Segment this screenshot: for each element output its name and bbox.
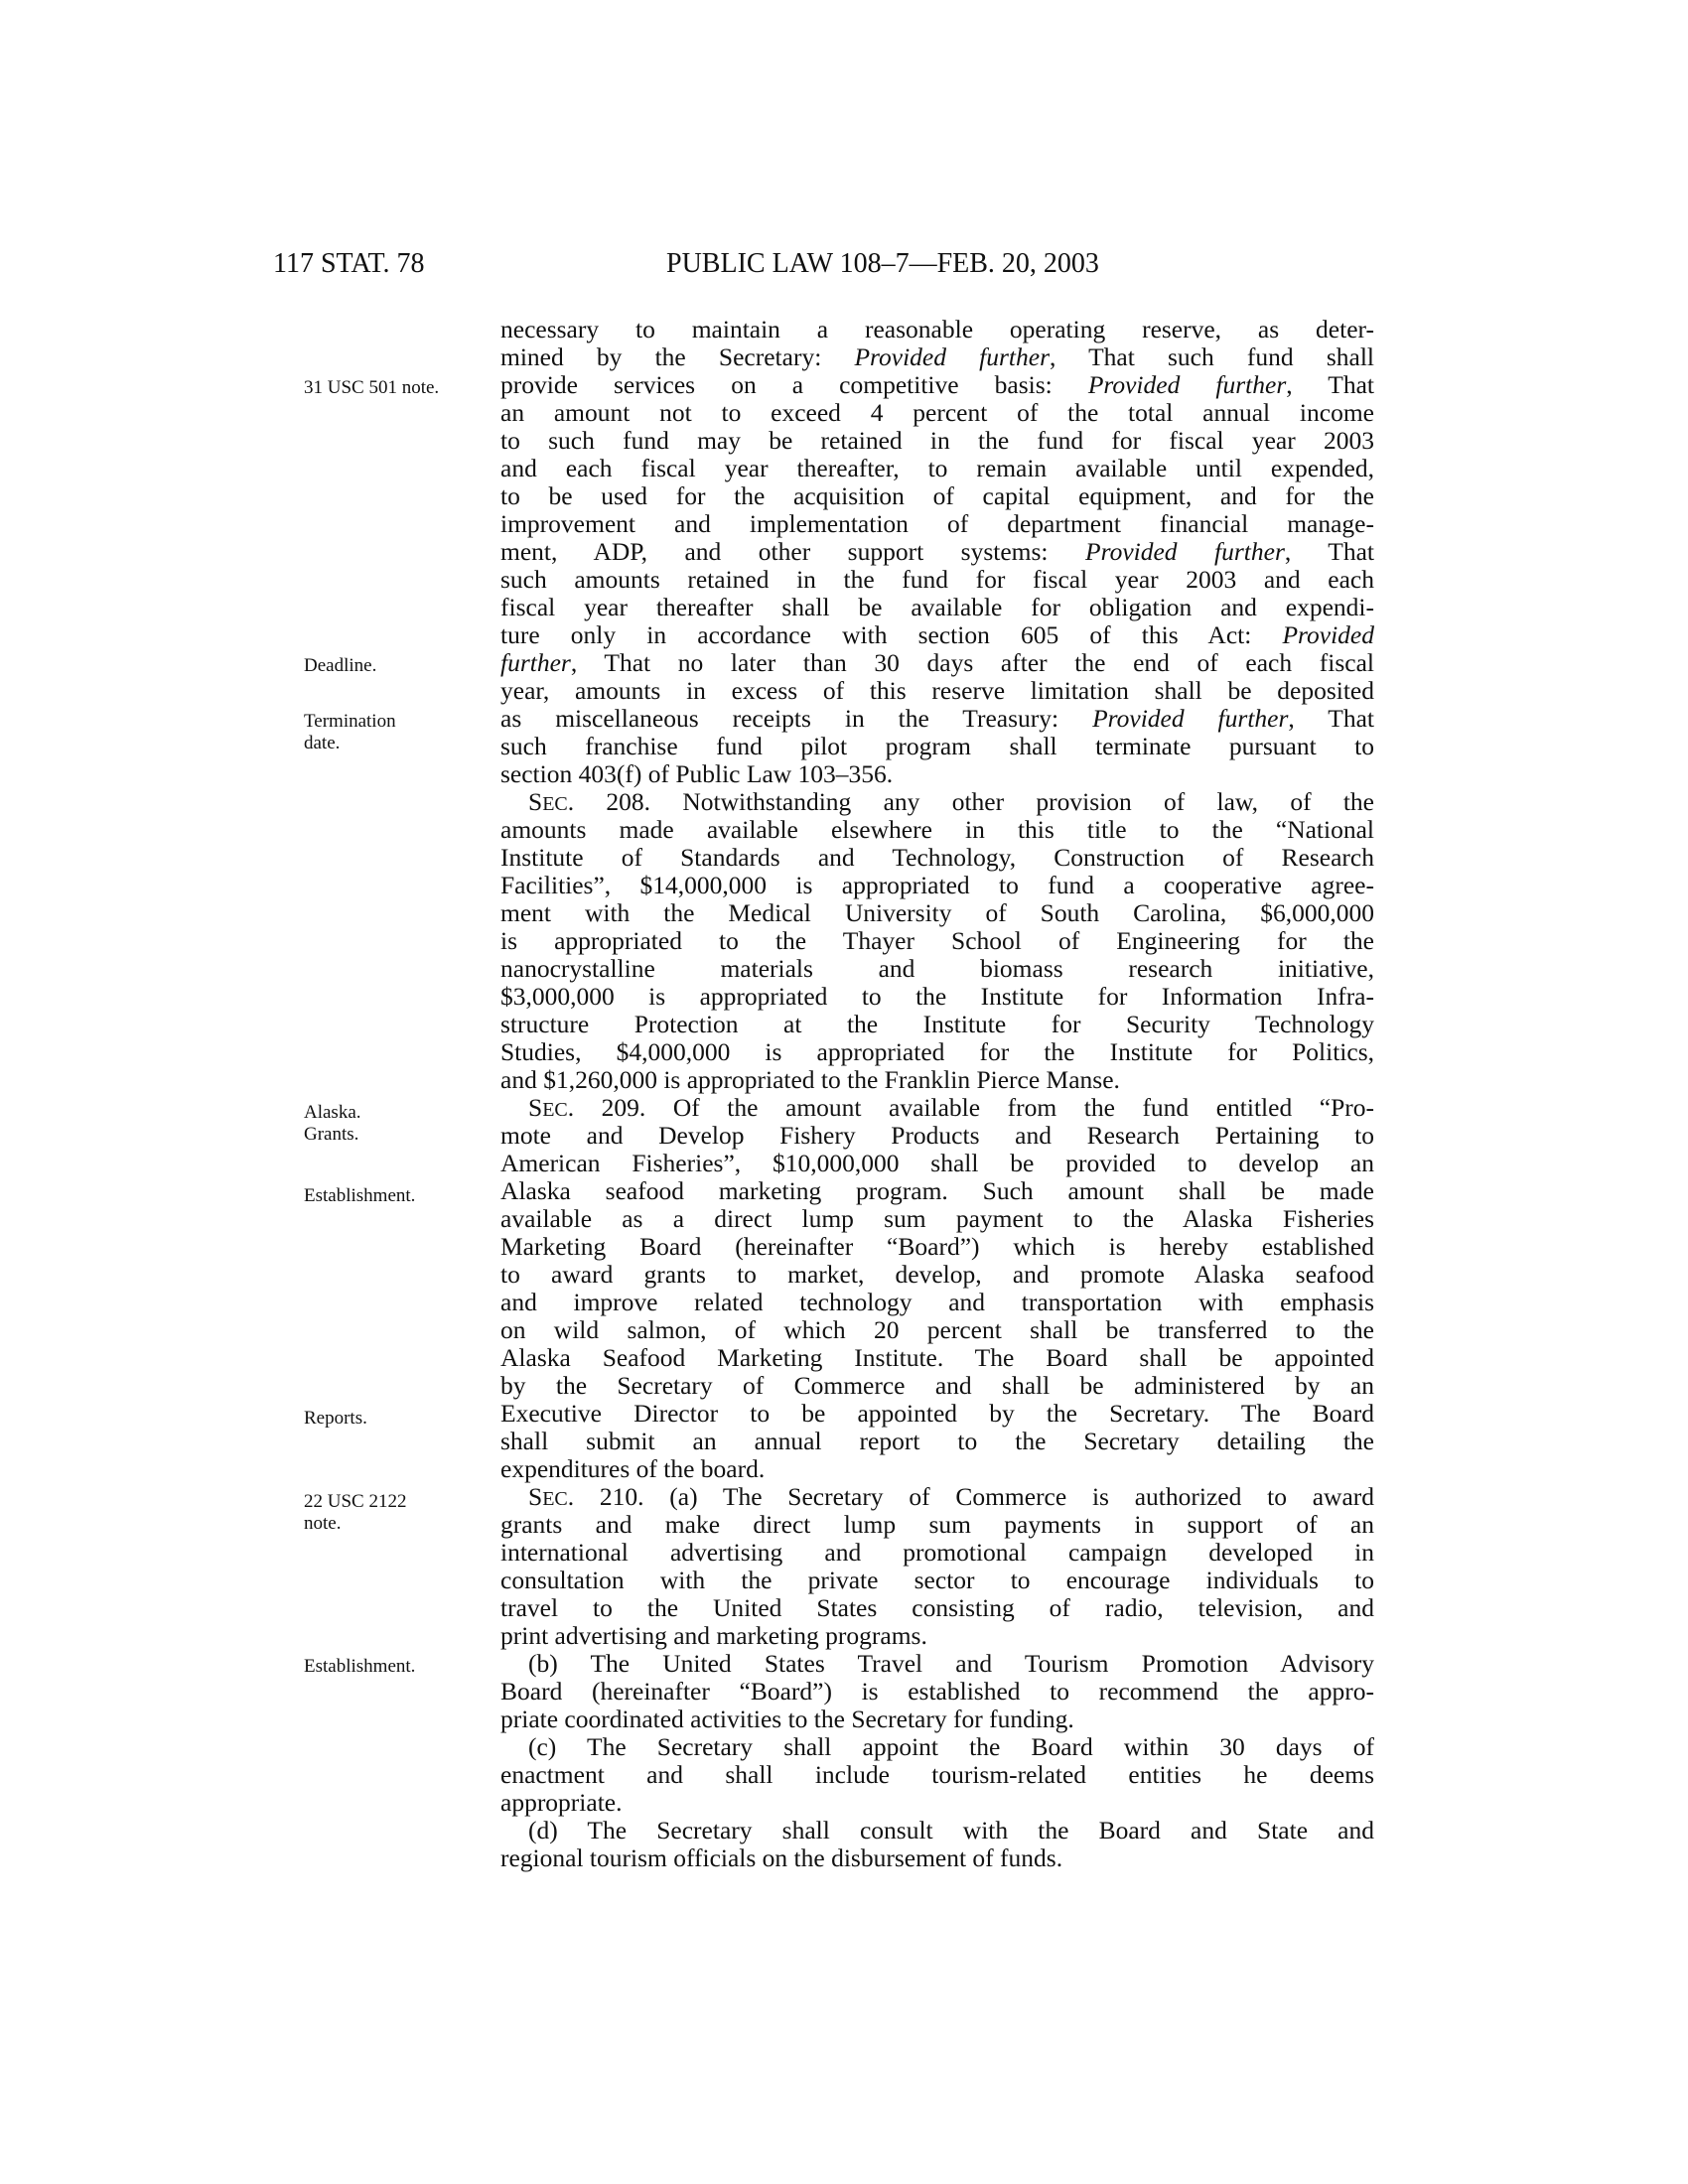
subsection-b: (b) The United States Travel and Tourism Promotion Advisory (528, 1649, 1374, 1678)
text-line: an amount not to exceed 4 percent of the total annual income (500, 398, 1374, 427)
text-line: expenditures of the board. (500, 1454, 766, 1483)
text-line: mined by the Secretary: Provided further, That such fund shall (500, 342, 1375, 371)
text-line: Board (hereinafter “Board”) is established to recommend the appro- (500, 1677, 1374, 1706)
text-line: provide services on a competitive basis: Provided further, That (500, 370, 1374, 399)
margin-note: Reports. (304, 1408, 367, 1429)
text-line: regional tourism officials on the disbursement of funds. (500, 1843, 1063, 1872)
subsection-c: (c) The Secretary shall appoint the Board within 30 days of (528, 1732, 1374, 1761)
text-line: further, That no later than 30 days after the end of each fiscal (500, 648, 1374, 677)
text-line: on wild salmon, of which 20 percent shall be transferred to the (500, 1315, 1374, 1344)
text-line: section 403(f) of Public Law 103–356. (500, 759, 894, 788)
text-line: Institute of Standards and Technology, Construction of Research (500, 843, 1374, 872)
text-line: and each fiscal year thereafter, to remain available until expended, (500, 454, 1374, 482)
text-line: Marketing Board (hereinafter “Board”) which is hereby established (500, 1232, 1374, 1261)
margin-note: Establishment. (304, 1656, 416, 1677)
text-line: to be used for the acquisition of capital equipment, and for the (500, 481, 1374, 510)
margin-note: Alaska. (304, 1102, 361, 1123)
text-line: appropriate. (500, 1788, 623, 1817)
text-line: shall submit an annual report to the Secretary detailing the (500, 1427, 1374, 1455)
margin-note: Grants. (304, 1124, 359, 1145)
margin-note: 22 USC 2122 (304, 1491, 407, 1512)
text-line: structure Protection at the Institute for Security Technology (500, 1010, 1374, 1038)
text-line: international advertising and promotional campaign developed in (500, 1538, 1374, 1567)
text-line: Facilities”, $14,000,000 is appropriated to fund a cooperative agree- (500, 871, 1374, 899)
section-208-heading: SEC. 208. Notwithstanding any other provision of law, of the (528, 787, 1374, 816)
text-line: ture only in accordance with section 605 of this Act: Provided (500, 620, 1374, 649)
margin-note: Deadline. (304, 655, 377, 676)
running-head: PUBLIC LAW 108–7—FEB. 20, 2003 (666, 248, 1099, 279)
stat-page-number: 117 STAT. 78 (273, 248, 425, 279)
text-line: $3,000,000 is appropriated to the Institute for Information Infra- (500, 982, 1374, 1011)
text-line: amounts made available elsewhere in this title to the “National (500, 815, 1374, 844)
text-line: improvement and implementation of department financial manage- (500, 509, 1374, 538)
margin-note: note. (304, 1513, 342, 1534)
text-line: nanocrystalline materials and biomass research initiative, (500, 954, 1374, 983)
text-line: grants and make direct lump sum payments in support of an (500, 1510, 1374, 1539)
text-line: to such fund may be retained in the fund for fiscal year 2003 (500, 426, 1374, 455)
section-209-heading: SEC. 209. Of the amount available from the fund entitled “Pro- (528, 1093, 1374, 1122)
text-line: Studies, $4,000,000 is appropriated for the Institute for Politics, (500, 1037, 1374, 1066)
text-line: and $1,260,000 is appropriated to the Franklin Pierce Manse. (500, 1065, 1120, 1094)
text-line: enactment and shall include tourism-related entities he deems (500, 1760, 1374, 1789)
text-line: available as a direct lump sum payment to the Alaska Fisheries (500, 1204, 1374, 1233)
text-line: fiscal year thereafter shall be available for obligation and expendi- (500, 593, 1374, 621)
text-line: print advertising and marketing programs. (500, 1621, 927, 1650)
text-line: Alaska seafood marketing program. Such amount shall be made (500, 1176, 1374, 1205)
margin-note: Establishment. (304, 1185, 416, 1206)
text-line: Alaska Seafood Marketing Institute. The Board shall be appointed (500, 1343, 1374, 1372)
subsection-d: (d) The Secretary shall consult with the Board and State and (528, 1816, 1374, 1844)
margin-note: Termination (304, 711, 396, 732)
margin-note: 31 USC 501 note. (304, 377, 440, 398)
text-line: such amounts retained in the fund for fiscal year 2003 and each (500, 565, 1374, 594)
text-line: ment with the Medical University of South Carolina, $6,000,000 (500, 898, 1374, 927)
text-line: to award grants to market, develop, and promote Alaska seafood (500, 1260, 1374, 1289)
text-line: year, amounts in excess of this reserve limitation shall be deposited (500, 676, 1374, 705)
text-line: Executive Director to be appointed by the Secretary. The Board (500, 1399, 1374, 1428)
text-line: travel to the United States consisting of radio, television, and (500, 1593, 1374, 1622)
text-line: necessary to maintain a reasonable operating reserve, as deter- (500, 315, 1374, 343)
text-line: and improve related technology and transportation with emphasis (500, 1288, 1374, 1316)
margin-note: date. (304, 733, 341, 753)
text-line: priate coordinated activities to the Secretary for funding. (500, 1705, 1074, 1733)
text-line: American Fisheries”, $10,000,000 shall be provided to develop an (500, 1149, 1374, 1177)
text-line: consultation with the private sector to encourage individuals to (500, 1566, 1374, 1594)
text-line: mote and Develop Fishery Products and Research Pertaining to (500, 1121, 1374, 1150)
text-line: by the Secretary of Commerce and shall be administered by an (500, 1371, 1374, 1400)
section-210-heading: SEC. 210. (a) The Secretary of Commerce is authorized to award (528, 1482, 1374, 1511)
text-line: is appropriated to the Thayer School of Engineering for the (500, 926, 1374, 955)
text-line: ment, ADP, and other support systems: Provided further, That (500, 537, 1375, 566)
page-header (273, 244, 1395, 284)
text-line: as miscellaneous receipts in the Treasury: Provided further, That (500, 704, 1375, 733)
text-line: such franchise fund pilot program shall terminate pursuant to (500, 732, 1374, 760)
